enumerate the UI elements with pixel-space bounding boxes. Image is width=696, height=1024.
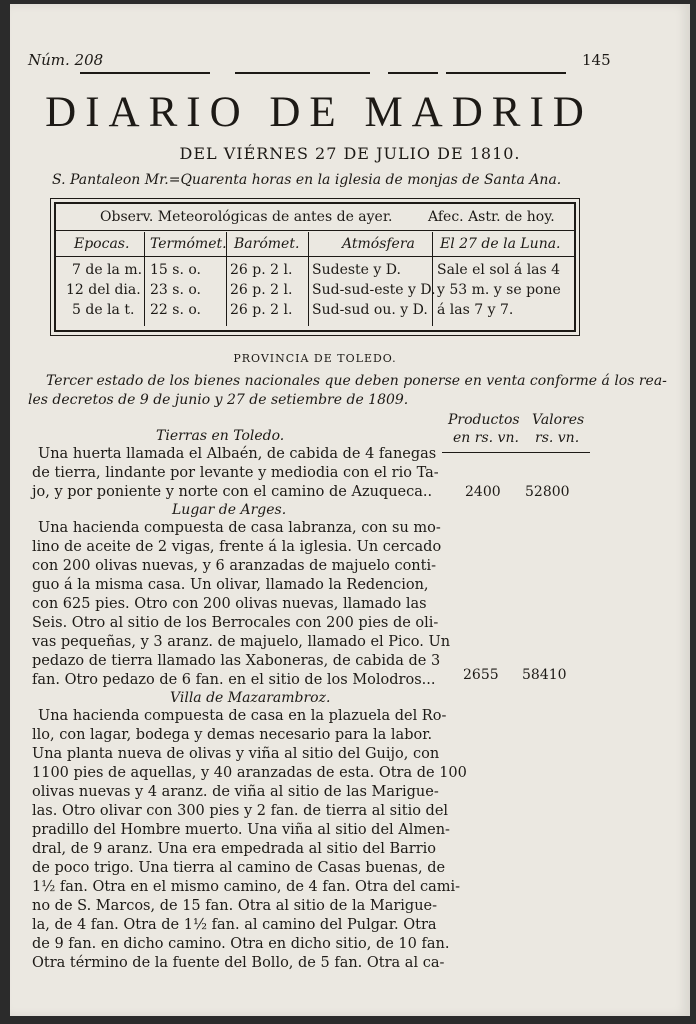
col-atmosfera: Atmósfera: [342, 236, 415, 252]
body-line: no de S. Marcos, de 15 fan. Otra al sitio de la Marigue-: [32, 898, 438, 914]
col-epocas: Epocas.: [74, 236, 130, 252]
intro-line: les decretos de 9 de junio y 27 de setiembre de 1809.: [28, 392, 409, 408]
weather-table: [54, 202, 576, 332]
column-divider: [226, 232, 227, 326]
table-rule: [56, 256, 574, 257]
row-epoca: 5 de la t.: [72, 302, 135, 318]
body-line: con 200 olivas nuevas, y 6 aranzadas de majuelo conti-: [32, 558, 436, 574]
column-divider: [432, 232, 433, 326]
table-rule: [56, 230, 574, 231]
section-heading: Villa de Mazarambroz.: [170, 690, 331, 706]
body-line: Una hacienda compuesta de casa en la plazuela del Ro-: [38, 708, 447, 724]
row-epoca: 12 del dia.: [66, 282, 141, 298]
luna-line: Sale el sol á las 4: [437, 262, 561, 278]
column-head-rule: [442, 452, 590, 453]
body-line: pradillo del Hombre muerto. Una viña al sitio del Almen-: [32, 822, 450, 838]
row-termometro: 22 s. o.: [150, 302, 201, 318]
body-line: Seis. Otro al sitio de los Berrocales con 200 pies de oli-: [32, 615, 439, 631]
body-line: jo, y por poniente y norte con el camino de Azuqueca..: [32, 484, 433, 500]
body-line: la, de 4 fan. Otra de 1½ fan. al camino del Pulgar. Otra: [32, 917, 437, 933]
body-line: dral, de 9 aranz. Una era empedrada al sitio del Barrio: [32, 841, 437, 857]
row-termometro: 15 s. o.: [150, 262, 201, 278]
body-line: las. Otro olivar con 300 pies y 2 fan. de tierra al sitio del: [32, 803, 449, 819]
body-line: guo á la misma casa. Un olivar, llamado la Redencion,: [32, 577, 429, 593]
column-divider: [308, 232, 309, 326]
row-barometro: 26 p. 2 l.: [230, 282, 293, 298]
producto-value: 2400: [465, 484, 501, 500]
row-atmosfera: Sud-sud ou. y D.: [312, 302, 428, 318]
column-head-values: Valores: [532, 412, 585, 428]
newspaper-page: [10, 4, 690, 1016]
body-line: Una planta nueva de olivas y viña al sitio del Guijo, con: [32, 746, 440, 762]
top-rule: [388, 72, 438, 74]
row-termometro: 23 s. o.: [150, 282, 201, 298]
body-line: olivas nuevas y 4 aranz. de viña al sitio de las Marigue-: [32, 784, 439, 800]
column-head-values: rs. vn.: [535, 430, 580, 446]
issue-number: Núm. 208: [28, 51, 104, 69]
body-line: fan. Otro pedazo de 6 fan. en el sitio de los Molodros...: [32, 672, 436, 688]
top-rule: [80, 72, 210, 74]
valor-value: 52800: [525, 484, 570, 500]
saint-of-day: S. Pantaleon Mr.=Quarenta horas en la iglesia de monjas de Santa Ana.: [52, 172, 562, 188]
page-number: 145: [582, 51, 611, 69]
column-head-products: en rs. vn.: [453, 430, 519, 446]
body-line: pedazo de tierra llamado las Xaboneras, de cabida de 3: [32, 653, 441, 669]
col-luna: El 27 de la Luna.: [440, 236, 561, 252]
section-heading: Lugar de Arges.: [172, 502, 287, 518]
luna-line: á las 7 y 7.: [437, 302, 514, 318]
body-line: de tierra, lindante por levante y mediodia con el rio Ta-: [32, 465, 439, 481]
dateline: DEL VIÉRNES 27 DE JULIO DE 1810.: [179, 144, 521, 163]
body-line: de 9 fan. en dicho camino. Otra en dicho sitio, de 10 fan.: [32, 936, 450, 952]
table-title-left: Observ. Meteorológicas de antes de ayer.: [100, 209, 393, 225]
col-termometro: Termómet.: [150, 236, 227, 252]
intro-line: Tercer estado de los bienes nacionales que deben ponerse en venta conforme á los rea-: [46, 373, 667, 389]
row-barometro: 26 p. 2 l.: [230, 262, 293, 278]
valor-value: 58410: [522, 667, 567, 683]
body-line: 1100 pies de aquellas, y 40 aranzadas de esta. Otra de 100: [32, 765, 467, 781]
body-line: lino de aceite de 2 vigas, frente á la iglesia. Un cercado: [32, 539, 442, 555]
body-line: Una huerta llamada el Albaén, de cabida de 4 fanegas: [38, 446, 437, 462]
table-title-right: Afec. Astr. de hoy.: [428, 209, 555, 225]
masthead-title: DIARIO DE MADRID: [45, 89, 593, 136]
body-line: vas pequeñas, y 3 aranz. de majuelo, llamado el Pico. Un: [32, 634, 451, 650]
row-barometro: 26 p. 2 l.: [230, 302, 293, 318]
row-epoca: 7 de la m.: [72, 262, 143, 278]
body-line: de poco trigo. Una tierra al camino de Casas buenas, de: [32, 860, 446, 876]
province-heading: PROVINCIA DE TOLEDO.: [233, 352, 397, 365]
row-atmosfera: Sud-sud-este y D.: [312, 282, 436, 298]
row-atmosfera: Sudeste y D.: [312, 262, 401, 278]
body-line: con 625 pies. Otro con 200 olivas nuevas, llamado las: [32, 596, 427, 612]
column-divider: [144, 232, 145, 326]
luna-line: y 53 m. y se pone: [437, 282, 561, 298]
body-line: Una hacienda compuesta de casa labranza, con su mo-: [38, 520, 441, 536]
top-rule: [446, 72, 566, 74]
producto-value: 2655: [463, 667, 499, 683]
body-line: llo, con lagar, bodega y demas necesario para la labor.: [32, 727, 433, 743]
col-barometro: Barómet.: [234, 236, 300, 252]
column-head-products: Productos: [448, 412, 520, 428]
section-heading: Tierras en Toledo.: [156, 428, 285, 444]
top-rule: [235, 72, 370, 74]
body-line: Otra término de la fuente del Bollo, de 5 fan. Otra al ca-: [32, 955, 445, 971]
body-line: 1½ fan. Otra en el mismo camino, de 4 fan. Otra del cami-: [32, 879, 461, 895]
